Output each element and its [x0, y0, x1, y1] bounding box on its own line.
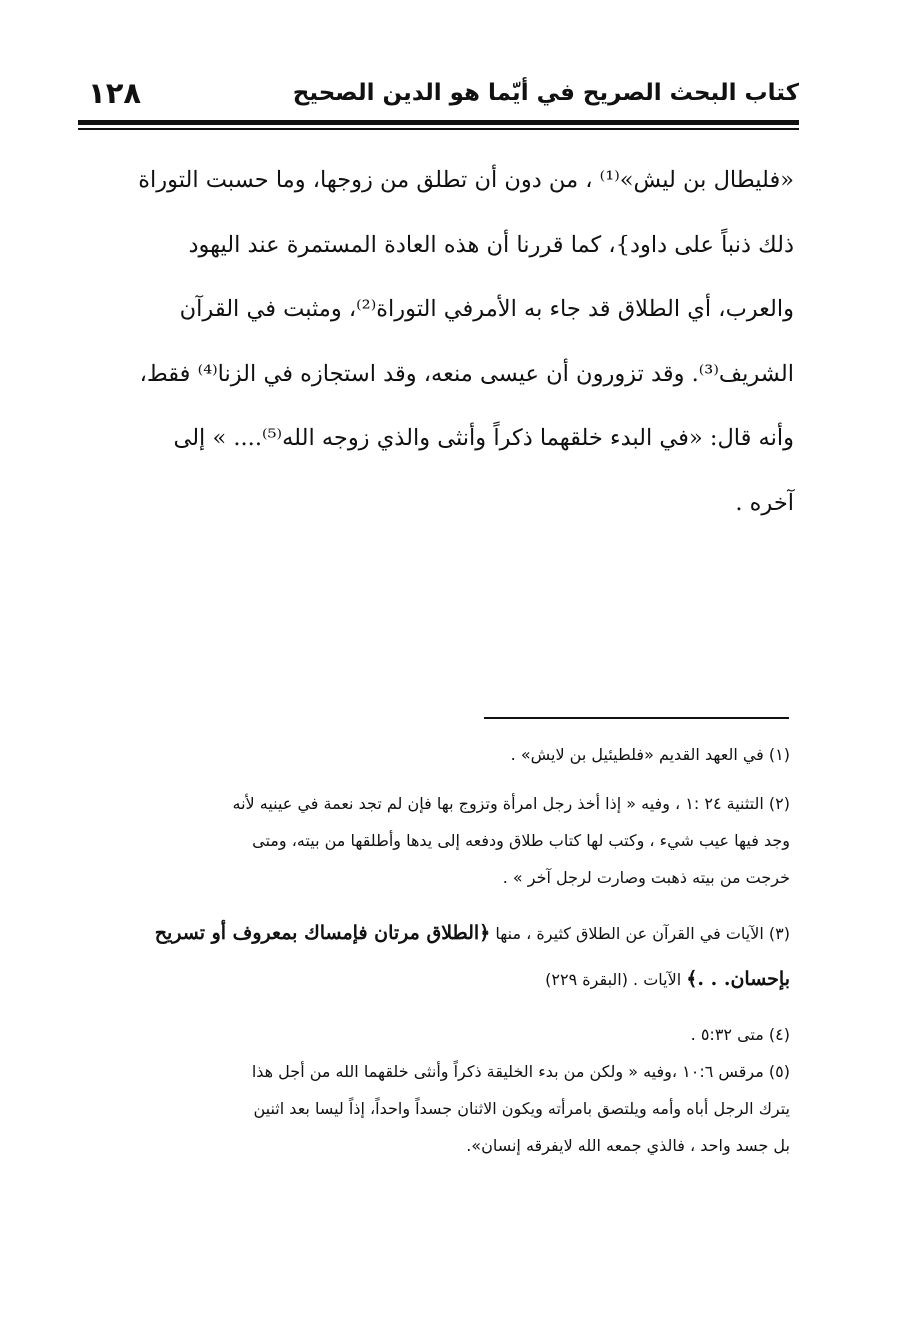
- footnote-5-line: (٥) مرقس ١٠:٦ ،وفيه « ولكن من بدء الخليقة ذكراً وأنثى خلقهما الله من أجل هذا: [251, 1062, 790, 1081]
- footnote-2-line: وجد فيها عيب شيء ، وكتب لها كتاب طلاق ودفعه إلى يدها وأطلقها من بيته، ومتى: [252, 831, 790, 850]
- footnote-3-prefix: (٣) الآيات في القرآن عن الطلاق كثيرة ، منها: [490, 924, 790, 943]
- footnote-3-line: [74, 908, 790, 954]
- main-text: [76, 148, 794, 535]
- footnote-5-line: بل جسد واحد ، فالذي جمعه الله لايفرقه إنسان».: [466, 1136, 790, 1155]
- page-number: ١٢٨: [88, 76, 142, 110]
- footnote-3-suffix: الآيات . (البقرة ٢٢٩): [545, 970, 687, 989]
- body-line: ذلك ذنباً على داود}، كما قررنا أن هذه العادة المستمرة عند اليهود: [188, 231, 794, 258]
- footnotes: [74, 736, 790, 1164]
- header-rule-thin: [78, 128, 799, 130]
- body-line: الشريف⁽³⁾. وقد تزورون أن عيسى منعه، وقد استجازه في الزنا⁽⁴⁾ فقط،: [139, 360, 794, 387]
- body-line: وأنه قال: «في البدء خلقهما ذكراً وأنثى والذي زوجه الله⁽⁵⁾.... » إلى: [173, 425, 794, 451]
- page-header: [78, 74, 799, 118]
- quran-verse: ﴿الطلاق مرتان فإمساك بمعروف أو تسريح: [154, 922, 491, 944]
- running-title: كتاب البحث الصريح في أيّما هو الدين الصحيح: [292, 80, 799, 106]
- body-line: آخره .: [735, 489, 794, 516]
- footnote-separator: [484, 717, 789, 719]
- footnote-5-line: يترك الرجل أباه وأمه ويلتصق بامرأته ويكون الاثنان جسداً واحداً، إذاً ليسا بعد اثنين: [253, 1099, 790, 1118]
- footnote-3-line: [74, 954, 790, 1004]
- footnote-4: (٤) متى ٥:٣٢ .: [690, 1025, 790, 1044]
- footnote-1: (١) في العهد القديم «فلطيئيل بن لايش» .: [510, 745, 790, 764]
- header-rule-thick: [78, 120, 799, 125]
- footnote-2-line: (٢) التثنية ٢٤ :١ ، وفيه « إذا أخذ رجل امرأة وتزوج بها فإن لم تجد نعمة في عينيه لأنه: [232, 794, 790, 813]
- body-line: والعرب، أي الطلاق قد جاء به الأمرفي التوراة⁽²⁾، ومثبت في القرآن: [179, 296, 794, 322]
- body-line: «فليطال بن ليش»⁽¹⁾ ، من دون أن تطلق من زوجها، وما حسبت التوراة: [138, 167, 794, 193]
- quran-verse-cont: بإحسان. . .﴾: [686, 968, 790, 990]
- footnote-2-line: خرجت من بيته ذهبت وصارت لرجل آخر » .: [502, 868, 790, 887]
